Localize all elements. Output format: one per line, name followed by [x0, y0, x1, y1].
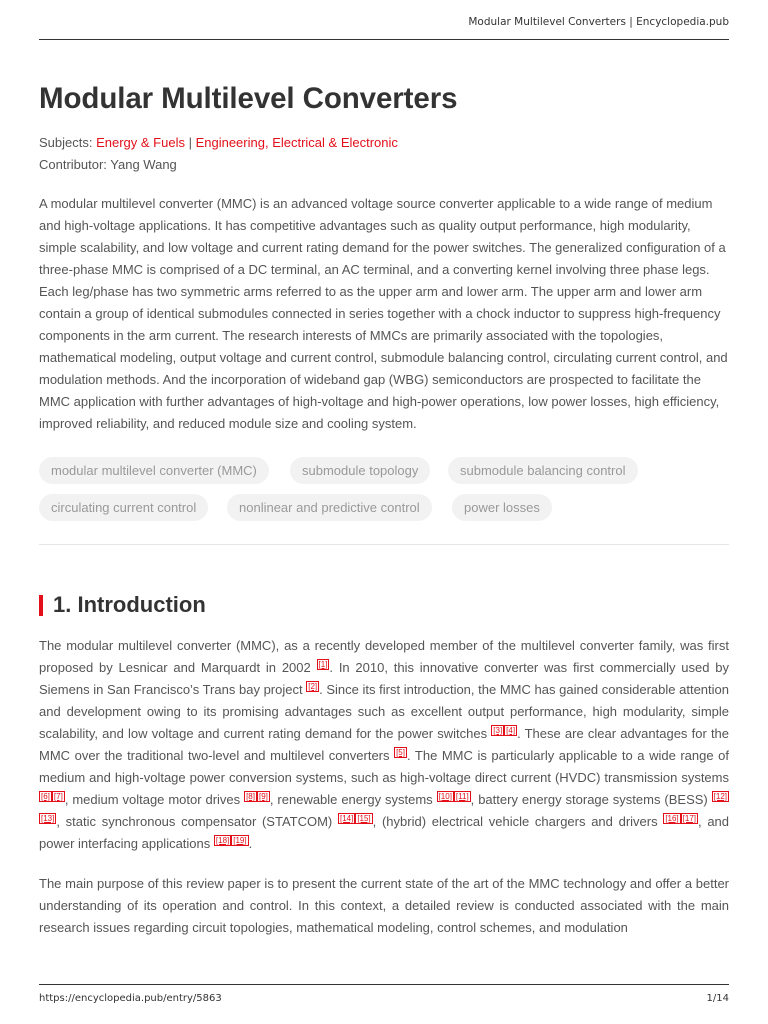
citation-link[interactable]: [1] [318, 660, 328, 669]
citation-link[interactable]: [4] [506, 726, 516, 735]
citation-link[interactable]: [13] [41, 814, 55, 823]
citation-link[interactable]: [3] [493, 726, 503, 735]
paragraph-text: . In 2010, this innovative converter was first commercially used by Siemens in San Francisco’s Trans bay project [39, 660, 729, 697]
citation-link[interactable]: [18] [215, 836, 230, 845]
keyword-tag[interactable]: nonlinear and predictive control [227, 494, 432, 521]
paragraph-text: , battery energy storage systems (BESS) [470, 792, 712, 807]
paragraph-text: . The MMC is particularly applicable to a wide range of medium and high-voltage power conversion systems, such as high-voltage direct current (HVDC) transmission systems [39, 748, 729, 785]
citation-link[interactable]: [6] [41, 792, 50, 801]
footer-rule [39, 984, 729, 985]
subjects-line [39, 135, 398, 150]
citation-link[interactable]: [14] [339, 814, 354, 823]
intro-paragraph-2: The main purpose of this review paper is to present the current state of the art of the MMC technology and offer a better understanding of its operation and control. In this context, a detailed review is conducted associated with the main research issues regarding circuit topologies, mathematical modeling, control schemes, and modulation [39, 876, 729, 935]
citation-link[interactable]: [5] [396, 748, 405, 757]
intro-paragraph-1 [39, 635, 729, 855]
citation-link[interactable]: [2] [308, 682, 318, 691]
article-title: Modular Multilevel Converters [39, 82, 458, 115]
page-number: 1/14 [706, 993, 729, 1004]
section-divider [39, 544, 729, 545]
citation-link[interactable]: [15] [357, 814, 371, 823]
abstract-text: A modular multilevel converter (MMC) is an advanced voltage source converter applicable to a wide range of medium and high-voltage applications. It has competitive advantages such as quality output performance, high modularity, simple scalability, and low voltage and current rating demand for the power switches. The generalized configuration of a three-phase MMC is comprised of a DC terminal, an AC terminal, and a converting kernel involving three phase legs. Each leg/phase has two symmetric arms referred to as the upper arm and lower arm. The upper arm and lower arm contain a group of identical submodules connected in series together with a chock inductor to suppress high-frequency components in the arm current. The research interests of MMCs are primarily associated with the topologies, mathematical modeling, output voltage and current control, submodule balancing control, circulating current control, and modulation methods. And the incorporation of wideband gap (WBG) semiconductors are prospected to facilitate the MMC application with further advantages of high-voltage and high-power operations, low power losses, high efficiency, improved reliability, and reduced module size and cooling system. [39, 196, 728, 431]
subject-link-energy[interactable]: Energy & Fuels [96, 135, 185, 150]
subjects-label: Subjects: [39, 135, 97, 150]
citation-link[interactable]: [12] [713, 792, 727, 801]
citation-link[interactable]: [16] [665, 814, 679, 823]
page-header: Modular Multilevel Converters | Encyclopedia.pub [468, 16, 729, 28]
header-rule [39, 39, 729, 40]
paragraph-text: , static synchronous compensator (STATCOM) [56, 814, 338, 829]
section-marker [39, 595, 43, 616]
subject-separator: | [184, 135, 196, 150]
paragraph-text: , (hybrid) electrical vehicle chargers and drivers [372, 814, 664, 829]
citation-link[interactable]: [8] [246, 792, 255, 801]
keyword-tag[interactable]: modular multilevel converter (MMC) [39, 457, 269, 484]
citation-link[interactable]: [19] [233, 836, 247, 845]
keyword-tag[interactable]: circulating current control [39, 494, 208, 521]
citation-link[interactable]: [7] [53, 792, 63, 801]
paragraph-text: . Since its first introduction, the MMC has gained considerable attention and development owing to its promising advantages such as excellent output performance, high modularity, simple scalability, and low voltage and current rating demand for the power switches [39, 682, 729, 741]
keyword-tag[interactable]: submodule topology [290, 457, 430, 484]
keyword-tag[interactable]: power losses [452, 494, 552, 521]
citation-link[interactable]: [17] [682, 814, 696, 823]
paragraph-text: . These are clear advantages for the MMC over the traditional two-level and multilevel converters [39, 726, 730, 763]
paragraph-text: . [248, 836, 253, 851]
paragraph-text: , medium voltage motor drives [64, 792, 245, 807]
citation-link[interactable]: [9] [258, 792, 268, 801]
contributor-line: Contributor: Yang Wang [39, 157, 177, 172]
citation-link[interactable]: [11] [455, 792, 469, 801]
keyword-tag[interactable]: submodule balancing control [448, 457, 638, 484]
citation-link[interactable]: [10] [438, 792, 452, 801]
subject-link-engineering[interactable]: Engineering, Electrical & Electronic [195, 135, 398, 150]
footer-url: https://encyclopedia.pub/entry/5863 [39, 993, 222, 1004]
section-heading: 1. Introduction [53, 592, 206, 617]
paragraph-text: The modular multilevel converter (MMC), as a recently developed member of the multilevel converter family, was first proposed by Lesnicar and Marquardt in 2002 [39, 638, 729, 675]
paragraph-text: , renewable energy systems [269, 792, 437, 807]
paragraph-text: , and power interfacing applications [39, 814, 730, 851]
